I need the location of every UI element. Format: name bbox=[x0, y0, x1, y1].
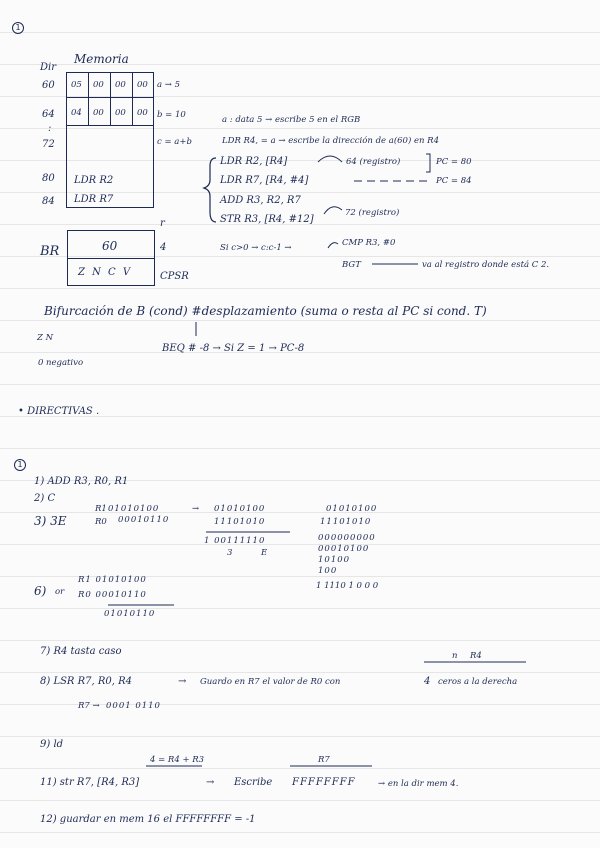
memory-col-line-2 bbox=[110, 72, 111, 125]
mem-cell-60-2: 00 bbox=[115, 80, 126, 90]
mem-row-80: LDR R2 bbox=[74, 175, 114, 186]
dir-label: Dir bbox=[40, 62, 56, 73]
answer-8-arrow: → bbox=[178, 676, 187, 687]
right-bits-3: 10100 bbox=[318, 555, 351, 565]
answer-3: 3) 3E bbox=[34, 514, 67, 528]
r0-label: R0 bbox=[95, 517, 107, 527]
mem-cell-64-2: 00 bbox=[115, 108, 126, 118]
answer-6-result: 01010110 bbox=[104, 609, 156, 619]
answer-8-result: 0001 0110 bbox=[106, 701, 161, 711]
right-bits-1: 000000000 bbox=[318, 533, 376, 543]
note-a-data: a : data 5 → escribe 5 en el RGB bbox=[222, 115, 361, 125]
beq-line: BEQ # -8 → Si Z = 1 → PC-8 bbox=[162, 343, 305, 354]
flags-znvc: Z N C V bbox=[78, 267, 133, 278]
address-64: 64 bbox=[42, 109, 55, 120]
var-c: c = a+b bbox=[157, 137, 192, 147]
brace-instructions bbox=[204, 158, 216, 222]
sum-hex-e: E bbox=[261, 548, 268, 558]
bgt-note: va al registro donde está C 2. bbox=[422, 260, 550, 270]
answer-11-tail: → en la dir mem 4. bbox=[378, 779, 459, 789]
instr-ldr-r2: LDR R2, [R4] bbox=[220, 156, 288, 167]
right-bits-mid: 11101010 bbox=[320, 517, 372, 527]
answer-6-or: or bbox=[55, 587, 65, 597]
mem-cell-64-1: 00 bbox=[93, 108, 104, 118]
answer-11-r7: R7 bbox=[318, 755, 330, 765]
mem-cell-60-1: 00 bbox=[93, 80, 104, 90]
answer-1: 1) ADD R3, R0, R1 bbox=[34, 476, 129, 487]
address-80: 80 bbox=[42, 173, 55, 184]
address-60: 60 bbox=[42, 80, 55, 91]
answer-8-over-n: n bbox=[452, 651, 458, 661]
memory-col-line-1 bbox=[88, 72, 89, 125]
cmp-instr: CMP R3, #0 bbox=[342, 238, 396, 248]
br-value: 60 bbox=[102, 239, 118, 253]
mem-cell-60-3: 00 bbox=[137, 80, 148, 90]
pc-84: PC = 84 bbox=[436, 176, 472, 186]
br-four: 4 bbox=[160, 242, 167, 253]
bgt-instr: BGT bbox=[342, 260, 361, 270]
address-84: 84 bbox=[42, 196, 55, 207]
var-b: b = 10 bbox=[157, 110, 186, 120]
answer-8-note: Guardo en R7 el valor de R0 con bbox=[200, 677, 341, 687]
if-line: Si c>0 → c:c-1 → bbox=[220, 243, 292, 253]
negativo-label: negativo bbox=[46, 358, 84, 368]
answer-2: 2) C bbox=[34, 493, 56, 504]
answer-7: 7) R4 tasta caso bbox=[40, 646, 122, 657]
note-ldr-r4: LDR R4, = a → escribe la dirección de a(60) en R4 bbox=[222, 136, 439, 146]
instr-ldr-r7: LDR R7, [R4, #4] bbox=[220, 175, 309, 186]
answer-9: 9) ld bbox=[40, 739, 64, 750]
address-72: 72 bbox=[42, 139, 55, 150]
sum-hex-3: 3 bbox=[227, 548, 233, 558]
r0-bits: 00010110 bbox=[118, 515, 170, 525]
right-bits-4: 100 bbox=[318, 566, 338, 576]
directivas-heading: • DIRECTIVAS . bbox=[18, 406, 100, 417]
answer-11-top: 4 = R4 + R3 bbox=[150, 755, 205, 765]
address-dots: : bbox=[48, 123, 52, 134]
conversion-arrow: → bbox=[192, 504, 200, 514]
answer-6-r1: R1 01010100 bbox=[78, 575, 147, 585]
r-label: r bbox=[160, 218, 165, 229]
answer-6: 6) bbox=[34, 584, 47, 598]
cpsr-divider bbox=[67, 258, 155, 259]
mem-cell-64-3: 00 bbox=[137, 108, 148, 118]
r1-bits: 01010100 bbox=[108, 504, 160, 514]
answer-11: 11) str R7, [R4, R3] bbox=[40, 777, 140, 788]
pc-80: PC = 80 bbox=[436, 157, 472, 167]
z-n-labels: Z N bbox=[37, 333, 54, 343]
instr-str-note: 72 (registro) bbox=[345, 208, 400, 218]
arrow-bits: 01010100 bbox=[214, 504, 266, 514]
answer-6-r0: R0 00010110 bbox=[78, 590, 147, 600]
bracket-pc bbox=[426, 154, 430, 172]
bifurcacion-line: Bifurcación de B (cond) #desplazamiento (suma o resta al PC si cond. T) bbox=[44, 304, 487, 318]
memory-col-line-3 bbox=[132, 72, 133, 125]
section-2-marker: 1 bbox=[14, 459, 26, 471]
instr-add: ADD R3, R2, R7 bbox=[220, 195, 301, 206]
section-1-marker: 1 bbox=[12, 22, 24, 34]
memory-row-line-2 bbox=[66, 125, 154, 126]
mem-cell-60-0: 05 bbox=[71, 80, 82, 90]
answer-8-four: 4 bbox=[424, 676, 431, 687]
var-a: a → 5 bbox=[157, 80, 181, 90]
mem-row-84: LDR R7 bbox=[74, 194, 114, 205]
answer-8-result-label: R7 → bbox=[78, 701, 100, 711]
r1-label: R1 bbox=[95, 504, 107, 514]
right-bits-top: 01010100 bbox=[326, 504, 378, 514]
mem-cell-64-0: 04 bbox=[71, 108, 82, 118]
answer-12: 12) guardar en mem 16 el FFFFFFFF = -1 bbox=[40, 814, 256, 825]
answer-8-over-r4: R4 bbox=[470, 651, 482, 661]
memoria-label: Memoria bbox=[74, 52, 129, 66]
br-label: BR bbox=[40, 244, 60, 259]
twos-comp-bits: 11101010 bbox=[214, 517, 266, 527]
arrow-cmp bbox=[328, 243, 338, 248]
right-bits-result: 1 1110 1 0 0 0 bbox=[316, 581, 379, 591]
answer-8: 8) LSR R7, R0, R4 bbox=[40, 676, 133, 687]
zero-label: 0 bbox=[38, 358, 44, 368]
cpsr-label: CPSR bbox=[160, 271, 189, 282]
arrow-instr1 bbox=[318, 156, 342, 162]
answer-11-escribe: Escribe bbox=[234, 777, 273, 788]
answer-11-arrow: → bbox=[206, 777, 215, 788]
right-bits-2: 00010100 bbox=[318, 544, 370, 554]
arrow-instr4 bbox=[324, 207, 342, 214]
instr-ldr-r2-note: 64 (registro) bbox=[346, 157, 401, 167]
sum-bits: 1 00111110 bbox=[204, 536, 266, 546]
instr-str: STR R3, [R4, #12] bbox=[220, 214, 314, 225]
answer-8-tail: ceros a la derecha bbox=[438, 677, 518, 687]
answer-11-value: FFFFFFFF bbox=[292, 777, 356, 788]
